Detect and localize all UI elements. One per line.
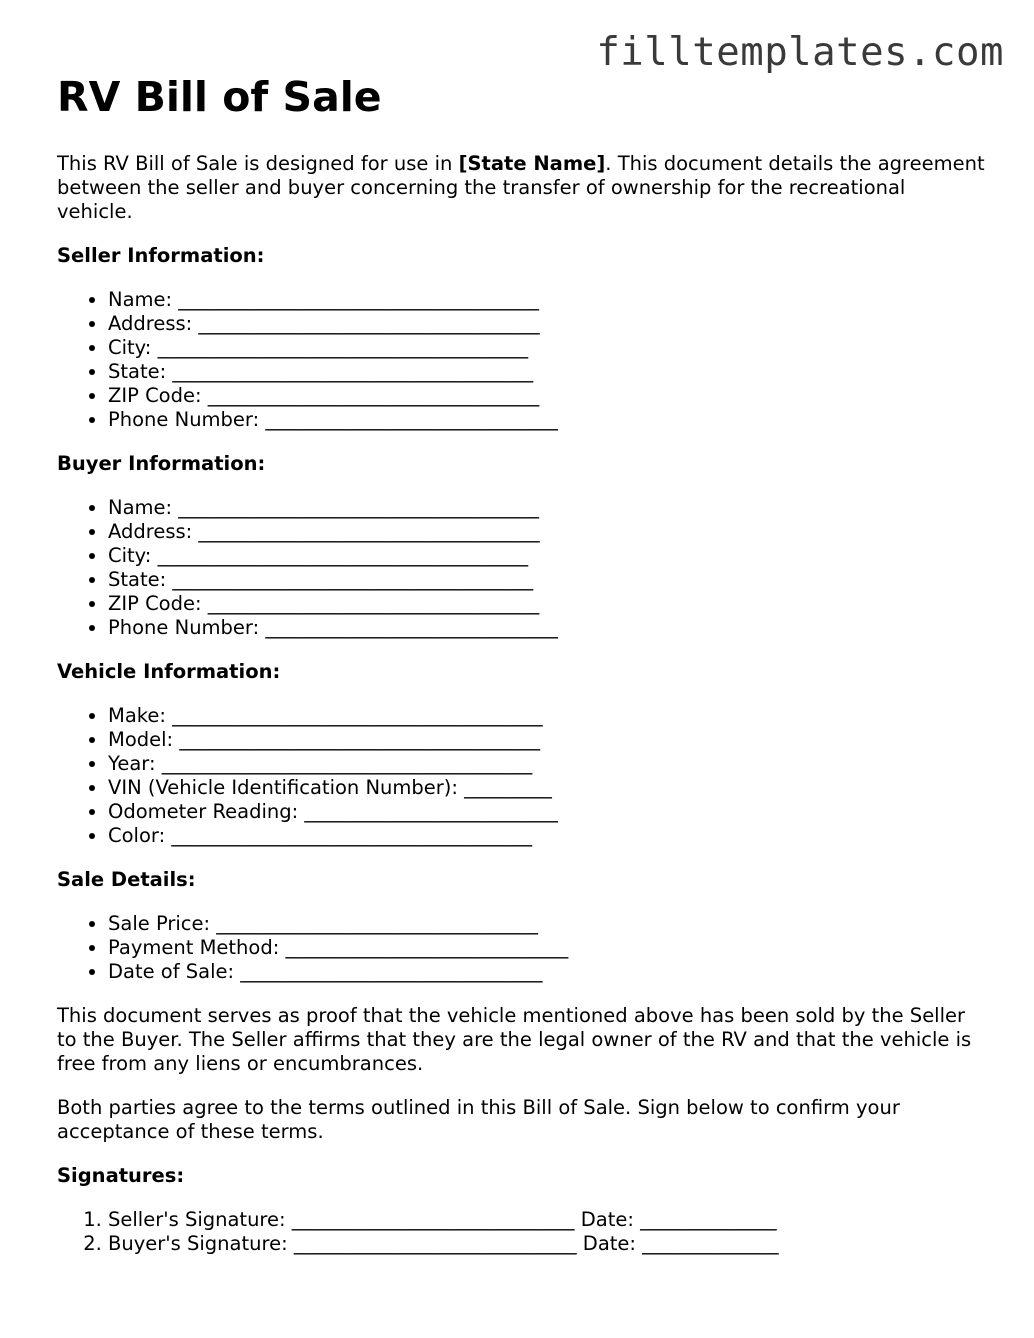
sale-list bbox=[57, 912, 987, 984]
buyer-zip-field: • ZIP Code: __________________________________ bbox=[108, 592, 987, 616]
document-body bbox=[57, 70, 987, 1276]
document-title: RV Bill of Sale bbox=[57, 73, 382, 121]
sale-price-field: • Sale Price: _________________________________ bbox=[108, 912, 987, 936]
proof-paragraph: This document serves as proof that the vehicle mentioned above has been sold by the Seller to the Buyer. The Seller affirms that they are the legal owner of the RV and that the vehicle is free from any liens or encumbrances. bbox=[57, 1004, 972, 1075]
seller-list bbox=[57, 288, 987, 432]
payment-method-field: • Payment Method: _____________________________ bbox=[108, 936, 987, 960]
seller-name-field: • Name: _____________________________________ bbox=[108, 288, 987, 312]
watermark: filltemplates.com bbox=[596, 30, 1004, 75]
vehicle-make-field: • Make: ______________________________________ bbox=[108, 704, 987, 728]
vehicle-heading: Vehicle Information: bbox=[57, 660, 281, 683]
intro-text-before: This RV Bill of Sale is designed for use in bbox=[57, 152, 459, 175]
state-name-placeholder: [State Name] bbox=[458, 152, 606, 175]
vehicle-odometer-field: • Odometer Reading: __________________________ bbox=[108, 800, 987, 824]
vehicle-model-field: • Model: _____________________________________ bbox=[108, 728, 987, 752]
vehicle-color-field: • Color: _____________________________________ bbox=[108, 824, 987, 848]
seller-state-field: • State: _____________________________________ bbox=[108, 360, 987, 384]
seller-address-field: • Address: ___________________________________ bbox=[108, 312, 987, 336]
buyer-address-field: • Address: ___________________________________ bbox=[108, 520, 987, 544]
intro-text-after: . This document details the agreement between the seller and buyer concerning the transfer of ownership for the recreational vehicle. bbox=[57, 152, 985, 223]
vehicle-list bbox=[57, 704, 987, 848]
agree-paragraph: Both parties agree to the terms outlined in this Bill of Sale. Sign below to confirm your acceptance of these terms. bbox=[57, 1096, 900, 1143]
seller-heading: Seller Information: bbox=[57, 244, 265, 267]
seller-zip-field: • ZIP Code: __________________________________ bbox=[108, 384, 987, 408]
signatures-heading: Signatures: bbox=[57, 1164, 185, 1187]
seller-signature-line: 1. Seller's Signature: _____________________________ Date: ______________ bbox=[108, 1208, 987, 1232]
intro-paragraph bbox=[57, 152, 987, 224]
vehicle-vin-field: • VIN (Vehicle Identification Number): _________ bbox=[108, 776, 987, 800]
signatures-list bbox=[57, 1208, 987, 1256]
buyer-state-field: • State: _____________________________________ bbox=[108, 568, 987, 592]
seller-phone-field: • Phone Number: ______________________________ bbox=[108, 408, 987, 432]
vehicle-year-field: • Year: ______________________________________ bbox=[108, 752, 987, 776]
sale-date-field: • Date of Sale: _______________________________ bbox=[108, 960, 987, 984]
buyer-phone-field: • Phone Number: ______________________________ bbox=[108, 616, 987, 640]
buyer-city-field: • City: ______________________________________ bbox=[108, 544, 987, 568]
seller-city-field: • City: ______________________________________ bbox=[108, 336, 987, 360]
buyer-name-field: • Name: _____________________________________ bbox=[108, 496, 987, 520]
buyer-heading: Buyer Information: bbox=[57, 452, 266, 475]
sale-heading: Sale Details: bbox=[57, 868, 196, 891]
buyer-list bbox=[57, 496, 987, 640]
buyer-signature-line: 2. Buyer's Signature: _____________________________ Date: ______________ bbox=[108, 1232, 987, 1256]
